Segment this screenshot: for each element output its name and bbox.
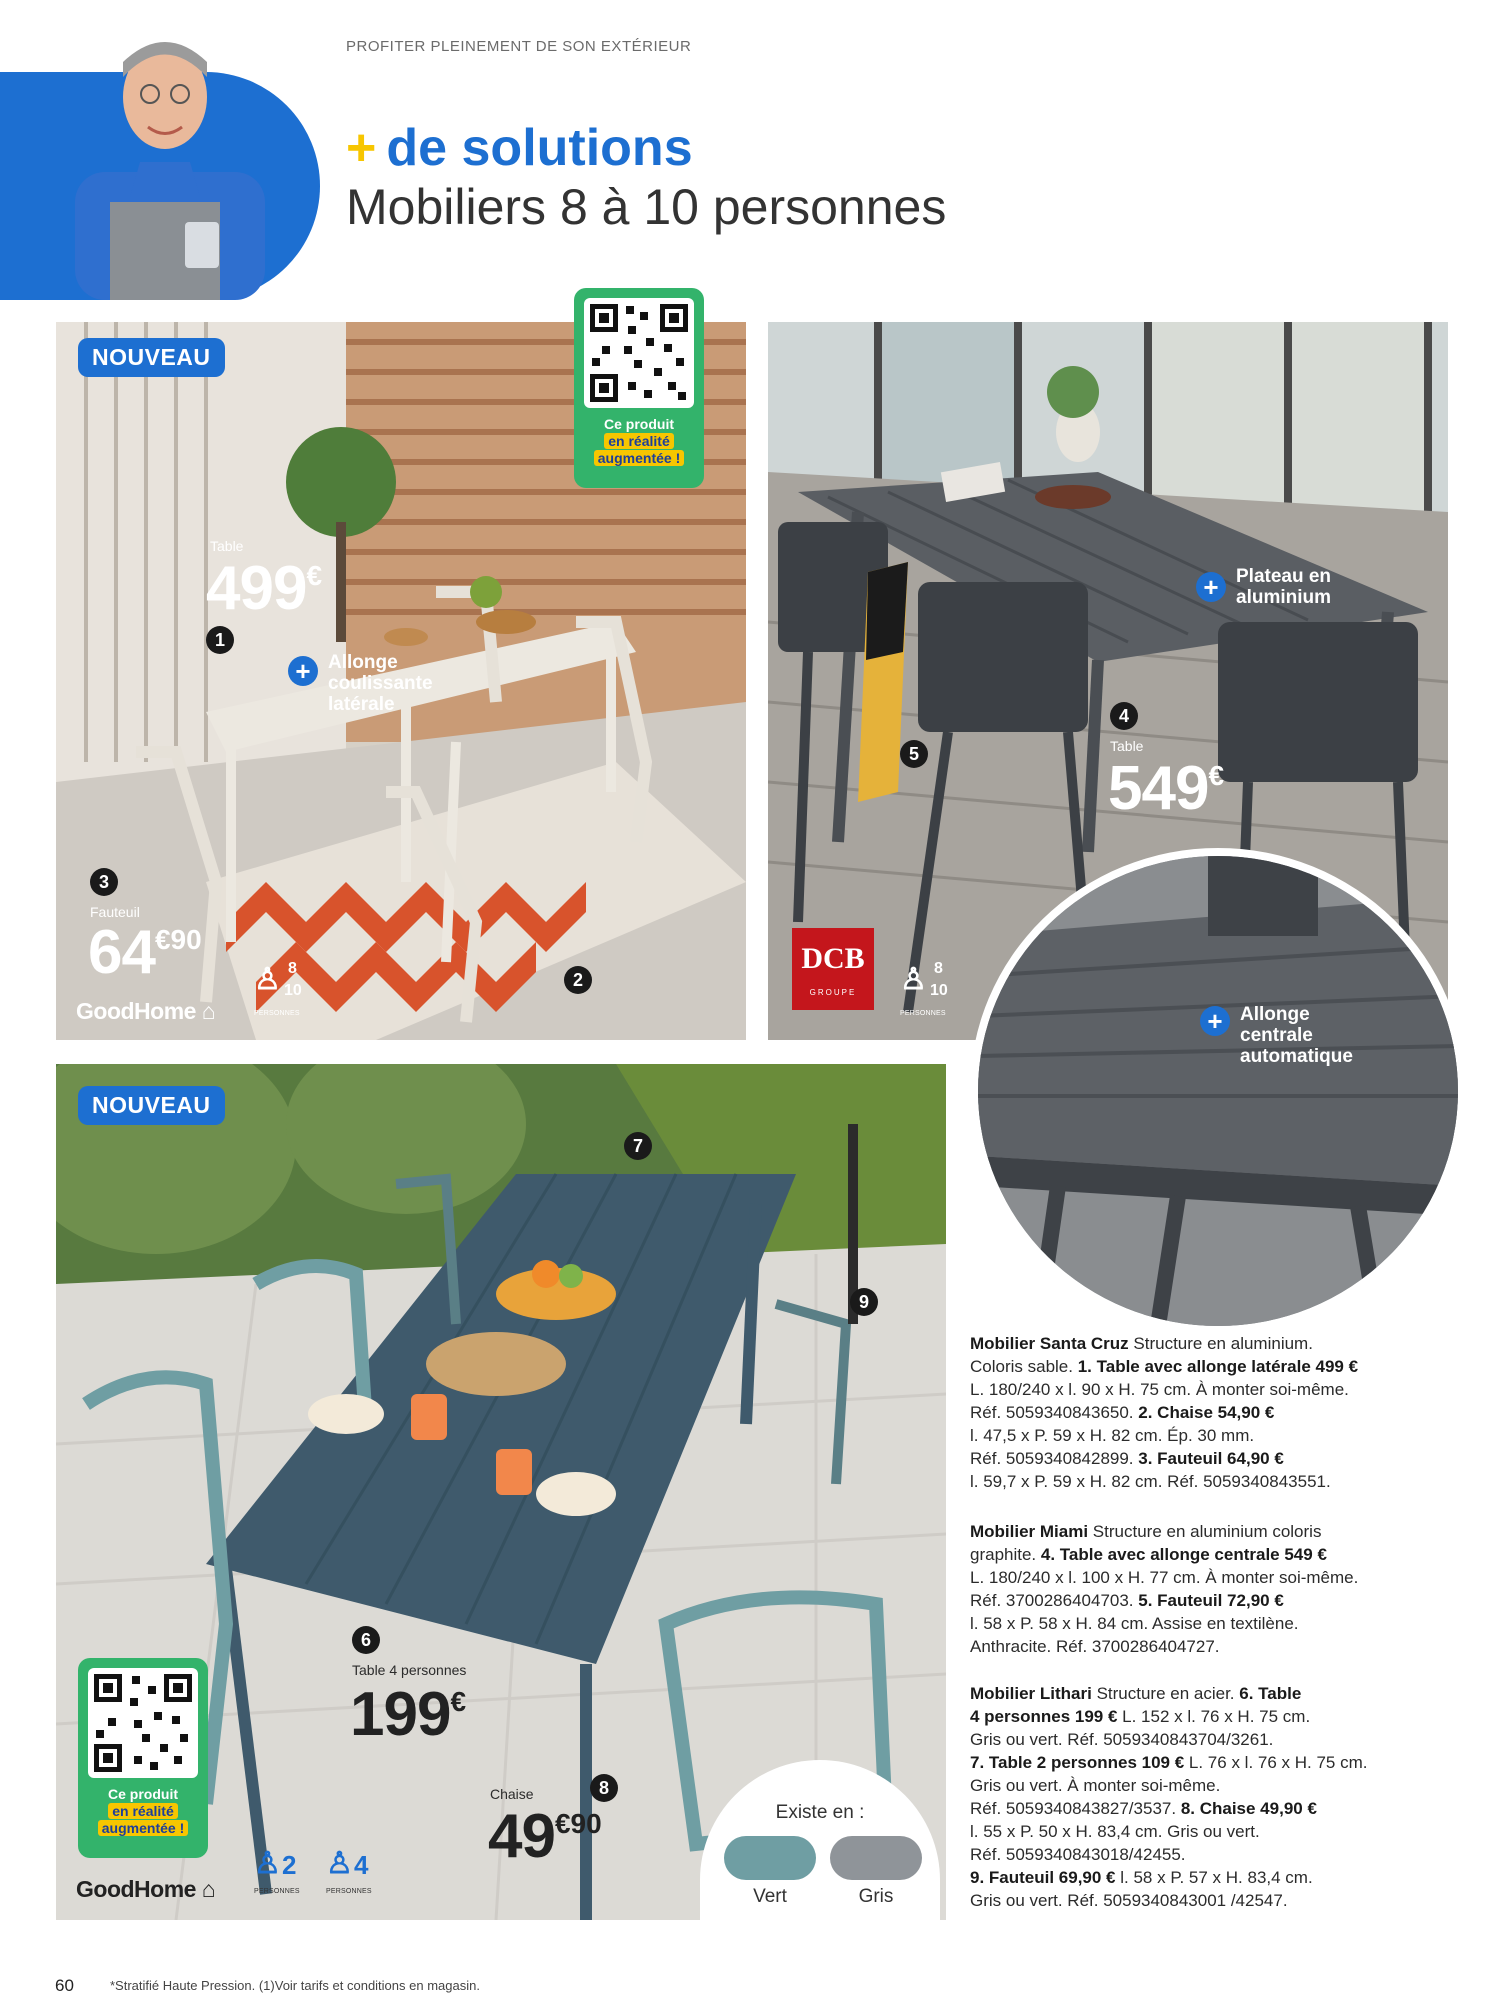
miami-table-price <box>1108 754 1225 823</box>
desc-line: l. 58 x P. 58 x H. 84 cm. Assise en textilène. <box>970 1614 1299 1633</box>
persons-count-2: 2 <box>282 1850 297 1880</box>
qr-code[interactable] <box>584 298 694 408</box>
santa-cruz-table-label: Table <box>210 538 244 554</box>
persons-word: PERSONNES <box>900 1010 946 1017</box>
qr-caption-1 <box>574 416 704 467</box>
marker-8: 8 <box>590 1774 618 1802</box>
qr-caption-2 <box>78 1786 208 1837</box>
desc-line: Gris ou vert. Réf. 5059340843704/3261. <box>970 1730 1274 1749</box>
desc-line: Mobilier Santa Cruz Structure en aluminium. <box>970 1334 1313 1353</box>
brand-goodhome-2: GoodHome ⌂ <box>76 1876 216 1902</box>
persons-word: PERSONNES <box>326 1888 372 1895</box>
marker-3: 3 <box>90 868 118 896</box>
person-icon: ♙ <box>254 963 281 996</box>
price-cents: €90 <box>554 1808 602 1839</box>
price-cents: €90 <box>154 924 202 955</box>
marker-7: 7 <box>624 1132 652 1160</box>
section-kicker: PROFITER PLEINEMENT DE SON EXTÉRIEUR <box>346 38 692 55</box>
swatch-vert-label: Vert <box>753 1886 787 1907</box>
persons-word: PERSONNES <box>254 1888 300 1895</box>
desc-lithari <box>970 1682 1450 1912</box>
desc-line: Gris ou vert. Réf. 5059340843001 /42547. <box>970 1891 1288 1910</box>
desc-line: Réf. 5059340843650. 2. Chaise 54,90 € <box>970 1403 1275 1422</box>
title-plus <box>346 118 693 178</box>
plus-icon: + <box>346 119 377 177</box>
title-line-1: de solutions <box>386 119 693 177</box>
swatch-vert[interactable] <box>724 1836 816 1880</box>
plus-circle-icon: + <box>1196 572 1226 602</box>
qr-card-2[interactable] <box>78 1658 208 1858</box>
qr-code[interactable] <box>88 1668 198 1778</box>
brand-dcb-sub: GROUPE <box>809 988 857 997</box>
persons-8-10 <box>254 960 314 1030</box>
desc-line: 9. Fauteuil 69,90 € l. 58 x P. 57 x H. 83,4 cm. <box>970 1868 1313 1887</box>
swatch-gris[interactable] <box>830 1836 922 1880</box>
person-icon: ♙ <box>254 1847 281 1880</box>
page-number: 60 <box>55 1976 74 1995</box>
price-value: 199 <box>350 1680 451 1749</box>
santa-cruz-fauteuil-label: Fauteuil <box>90 904 140 920</box>
footer-note: *Stratifié Haute Pression. (1)Voir tarifs et conditions en magasin. <box>110 1978 480 1993</box>
house-icon: ⌂ <box>201 1876 216 1902</box>
miami-table-label: Table <box>1110 738 1144 754</box>
persons-top: 8 <box>288 960 297 977</box>
persons-top: 8 <box>934 960 943 977</box>
desc-line: Coloris sable. 1. Table avec allonge latérale 499 € <box>970 1357 1359 1376</box>
marker-9: 9 <box>850 1288 878 1316</box>
desc-line: Gris ou vert. À monter soi-même. <box>970 1776 1221 1795</box>
lithari-table-label: Table 4 personnes <box>352 1662 467 1678</box>
desc-miami <box>970 1520 1450 1658</box>
price-value: 64 <box>88 918 155 987</box>
price-currency: € <box>450 1686 467 1717</box>
price-value: 549 <box>1108 754 1209 823</box>
qr-card-1[interactable] <box>574 288 704 488</box>
qr-line-2: en réalité <box>604 433 673 449</box>
swatch-gris-label: Gris <box>858 1886 894 1907</box>
qr-line-3: augmentée ! <box>98 1820 188 1836</box>
feature-plateau-aluminium: Plateau en aluminium <box>1236 566 1332 608</box>
qr-line-2: en réalité <box>108 1803 177 1819</box>
person-icon: ♙ <box>900 963 927 996</box>
desc-line: l. 47,5 x P. 59 x H. 82 cm. Ép. 30 mm. <box>970 1426 1255 1445</box>
marker-1: 1 <box>206 626 234 654</box>
persons-8-10-miami <box>900 960 960 1030</box>
persons-bottom: 10 <box>284 982 302 999</box>
desc-line: 7. Table 2 personnes 109 € L. 76 x l. 76 x H. 75 cm. <box>970 1753 1368 1772</box>
badge-nouveau-2: NOUVEAU <box>78 1086 225 1125</box>
desc-line: Réf. 5059340842899. 3. Fauteuil 64,90 € <box>970 1449 1284 1468</box>
page-title: Mobiliers 8 à 10 personnes <box>346 179 947 235</box>
santa-cruz-fauteuil-price <box>88 918 202 987</box>
price-value: 49 <box>488 1802 555 1871</box>
qr-line-1: Ce produit <box>108 1786 178 1802</box>
desc-line: graphite. 4. Table avec allonge centrale 549 € <box>970 1545 1327 1564</box>
marker-2: 2 <box>564 966 592 994</box>
persons-word: PERSONNES <box>254 1010 300 1017</box>
desc-santa-cruz <box>970 1332 1450 1493</box>
desc-line: l. 55 x P. 50 x H. 83,4 cm. Gris ou vert. <box>970 1822 1260 1841</box>
feature-allonge-centrale: Allonge centrale automatique <box>1240 1004 1353 1067</box>
house-icon: ⌂ <box>201 998 216 1024</box>
brand-dcb: DCB <box>801 942 865 975</box>
lithari-chaise-label: Chaise <box>490 1786 534 1802</box>
lithari-chaise-price <box>488 1802 602 1871</box>
persons-4 <box>326 1846 386 1906</box>
desc-line: Mobilier Miami Structure en aluminium coloris <box>970 1522 1322 1541</box>
desc-line: Anthracite. Réf. 3700286404727. <box>970 1637 1220 1656</box>
lithari-table-price <box>350 1680 467 1749</box>
advisor-photo <box>60 22 270 300</box>
persons-bottom: 10 <box>930 982 948 999</box>
plus-circle-icon: + <box>288 656 318 686</box>
desc-line: l. 59,7 x P. 59 x H. 82 cm. Réf. 5059340843551. <box>970 1472 1331 1491</box>
desc-line: 4 personnes 199 € L. 152 x l. 76 x H. 75 cm. <box>970 1707 1311 1726</box>
brand-dcb-logo <box>792 928 874 1010</box>
colors-title: Existe en : <box>775 1802 865 1823</box>
person-icon: ♙ <box>326 1847 353 1880</box>
inset-allonge-centrale <box>970 848 1466 1334</box>
desc-line: Réf. 5059340843018/42455. <box>970 1845 1186 1864</box>
desc-line: Réf. 5059340843827/3537. 8. Chaise 49,90 € <box>970 1799 1317 1818</box>
marker-5: 5 <box>900 740 928 768</box>
persons-2 <box>254 1846 314 1906</box>
plus-circle-icon: + <box>1200 1006 1230 1036</box>
qr-line-3: augmentée ! <box>594 450 684 466</box>
price-currency: € <box>306 560 323 591</box>
badge-nouveau-1: NOUVEAU <box>78 338 225 377</box>
desc-line: L. 180/240 x l. 100 x H. 77 cm. À monter soi-même. <box>970 1568 1359 1587</box>
marker-4: 4 <box>1110 702 1138 730</box>
persons-count-4: 4 <box>354 1850 369 1880</box>
price-value: 499 <box>206 554 307 623</box>
brand-goodhome-1: GoodHome ⌂ <box>76 998 216 1024</box>
desc-line: Réf. 3700286404703. 5. Fauteuil 72,90 € <box>970 1591 1284 1610</box>
feature-allonge-laterale: Allonge coulissante latérale <box>328 652 433 715</box>
desc-line: Mobilier Lithari Structure en acier. 6. Table <box>970 1684 1302 1703</box>
desc-line: L. 180/240 x l. 90 x H. 75 cm. À monter soi-même. <box>970 1380 1349 1399</box>
marker-6: 6 <box>352 1626 380 1654</box>
price-currency: € <box>1208 760 1225 791</box>
qr-line-1: Ce produit <box>604 416 674 432</box>
santa-cruz-table-price <box>206 554 323 623</box>
